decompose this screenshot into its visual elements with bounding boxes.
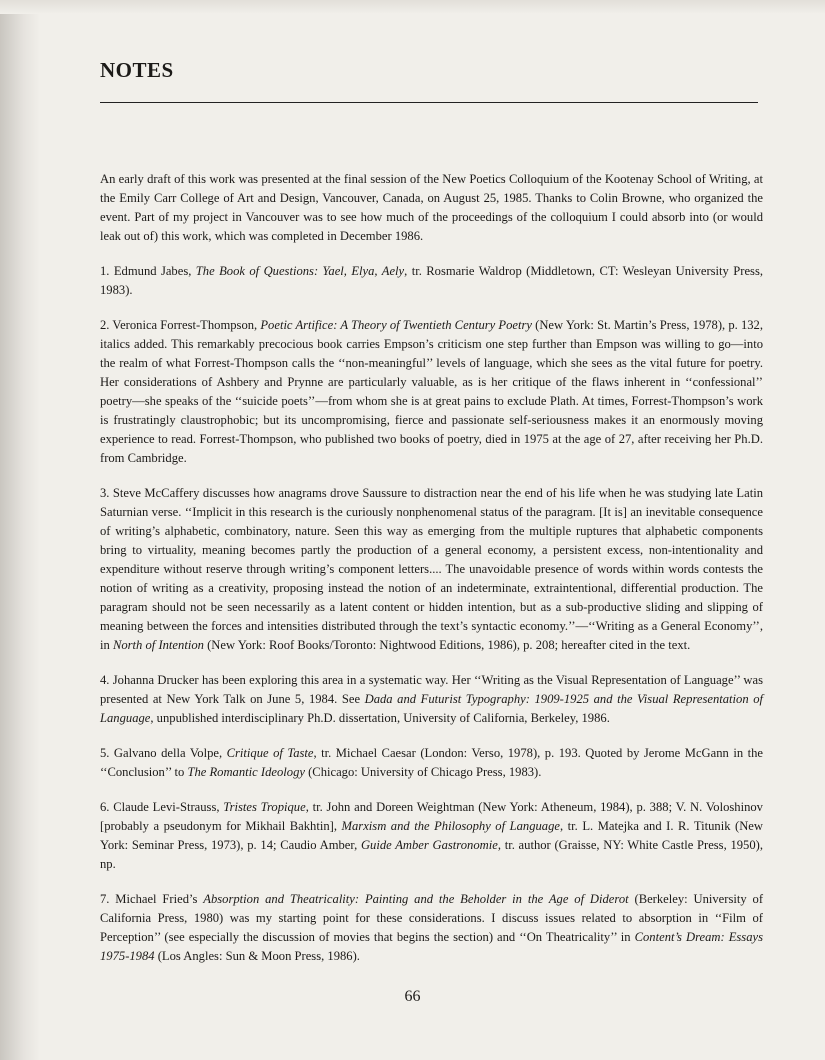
binding-shadow (0, 0, 40, 1060)
top-edge-shade (0, 0, 825, 14)
note-2: 2. Veronica Forrest-Thompson, Poetic Artifice: A Theory of Twentieth Century Poetry (New York: St. Martin’s Press, 1978), p. 132, italics added. This remarkably precocious book carries Empson’s criticism one step further than Empson was willing to go—into the realm of what Forrest-Thompson calls the ‘‘non-meaningful’’ levels of language, which she sees as the vital future for poetry. Her considerations of Ashbery and Prynne are particularly valuable, as is her critique of the flaws inherent in ‘‘confessional’’ poetry—she speaks of the ‘‘suicide poets’’—from whom she is at great pains to exclude Plath. At times, Forrest-Thompson’s work is frustratingly claustrophobic; but its uncompromising, fierce and passionate self-seriousness makes it an enormously moving experience to read. Forrest-Thompson, who published two books of poetry, died in 1975 at the age of 27, after receiving her Ph.D. from Cambridge. (100, 318, 763, 465)
page-heading: NOTES (100, 58, 174, 82)
intro-paragraph: An early draft of this work was presented at the final session of the New Poetics Colloquium of the Kootenay School of Writing, at the Emily Carr College of Art and Design, Vancouver, Canada, on August 25, 1985. Thanks to Colin Browne, who organized the event. Part of my project in Vancouver was to see how much of the proceedings of the colloquium I could absorb into (or would leak out of) this work, which was completed in December 1986. (100, 172, 763, 243)
notes-body (100, 170, 763, 982)
note-3: 3. Steve McCaffery discusses how anagrams drove Saussure to distraction near the end of his life when he was studying late Latin Saturnian verse. ‘‘Implicit in this research is the curiously nonphenomenal status of the paragram. [It is] an inevitable consequence of writing’s alphabetic, combinatory, nature. Seen this way as emerging from the multiple ruptures that alphabetic components bring to virtuality, meaning becomes partly the production of a general economy, a persistent excess, non-intentionality and expenditure without reserve through writing’s component letters.... The unavoidable presence of words within words contests the notion of writing as a creativity, proposing instead the notion of an indeterminate, extraintentional, differential production. The paragram should not be seen necessarily as a latent content or hidden intention, but as a sub-productive sliding and slipping of meaning between the forces and intensities distributed through the text’s syntactic economy.’’—‘‘Writing as a General Economy’’, in North of Intention (New York: Roof Books/Toronto: Nightwood Editions, 1986), p. 208; hereafter cited in the text. (100, 486, 763, 652)
note-7: 7. Michael Fried’s Absorption and Theatricality: Painting and the Beholder in the Age of Diderot (Berkeley: University of California Press, 1980) was my starting point for these considerations. I discuss issues related to absorption in ‘‘Film of Perception’’ (see especially the discussion of movies that begins the section) and ‘‘On Theatricality’’ in Content’s Dream: Essays 1975-1984 (Los Angles: Sun & Moon Press, 1986). (100, 892, 764, 963)
note-5: 5. Galvano della Volpe, Critique of Taste, tr. Michael Caesar (London: Verso, 1978), p. 193. Quoted by Jerome McGann in the ‘‘Conclusion’’ to The Romantic Ideology (Chicago: University of Chicago Press, 1983). (100, 746, 763, 779)
note-1: 1. Edmund Jabes, The Book of Questions: Yael, Elya, Aely, tr. Rosmarie Waldrop (Middletown, CT: Wesleyan University Press, 1983). (100, 264, 763, 297)
page-number: 66 (404, 988, 421, 1005)
note-6: 6. Claude Levi-Strauss, Tristes Tropique, tr. John and Doreen Weightman (New York: Atheneum, 1984), p. 388; V. N. Voloshinov [probably a pseudonym for Mikhail Bakhtin], Marxism and the Philosophy of Language, tr. L. Matejka and I. R. Titunik (New York: Seminar Press, 1973), p. 14; Caudio Amber, Guide Amber Gastronomie, tr. author (Graisse, NY: White Castle Press, 1950), np. (100, 800, 763, 871)
note-4: 4. Johanna Drucker has been exploring this area in a systematic way. Her ‘‘Writing as the Visual Representation of Language’’ was presented at New York Talk on June 5, 1984. See Dada and Futurist Typography: 1909-1925 and the Visual Representation of Language, unpublished interdisciplinary Ph.D. dissertation, University of California, Berkeley, 1986. (100, 673, 764, 725)
heading-rule (100, 102, 758, 103)
